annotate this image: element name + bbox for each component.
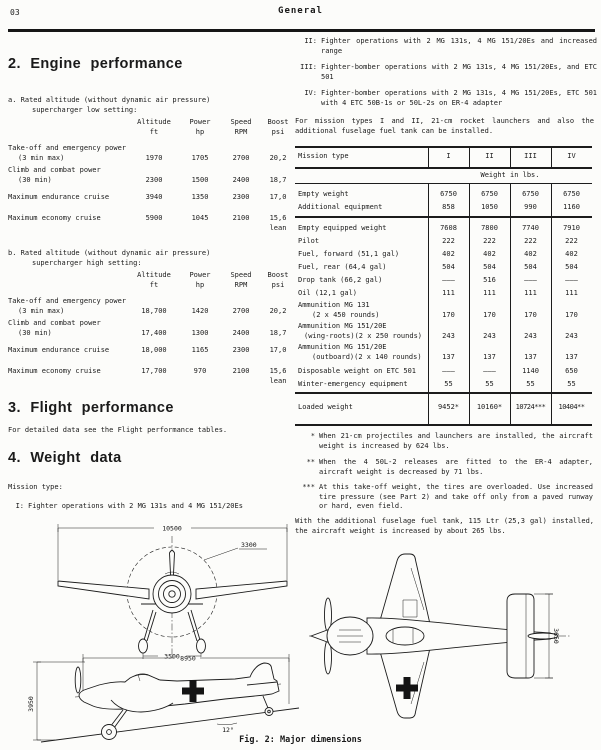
- cell: ———: [524, 275, 537, 284]
- section-3-body: For detailed data see the Flight performance tables.: [8, 426, 228, 434]
- table-row: [295, 378, 592, 389]
- cell: 990: [524, 202, 537, 211]
- cell: ———: [442, 366, 455, 375]
- footnote-2: [295, 458, 593, 477]
- footnote-marker: ***: [302, 483, 315, 491]
- col-header-altitude: Altitude: [137, 271, 171, 279]
- cell-boost: 18,7: [269, 328, 287, 337]
- cell: 402: [483, 249, 496, 258]
- table-row: [8, 166, 294, 185]
- row-sublabel: (30 min): [18, 175, 52, 184]
- mission-text: Fighter operations with 2 MG 131s, 4 MG 151/20Es and increased range: [321, 37, 597, 55]
- table-row: [8, 367, 294, 386]
- cell: 243: [442, 331, 455, 340]
- cell-power: 1045: [191, 214, 209, 222]
- weight-table: [295, 146, 592, 426]
- side-view-drawing: [25, 652, 310, 748]
- col-header-speed: Speed: [230, 271, 252, 279]
- fuselage-silhouette: [79, 663, 279, 709]
- row-label: Drop tank (66,2 gal): [298, 275, 383, 284]
- cell-altitude: 2300: [145, 175, 163, 184]
- propeller-blade: [75, 667, 81, 693]
- cell: 137: [565, 352, 578, 361]
- row-label: Ammunition MG 151/20E: [298, 343, 387, 351]
- rocket-launcher-paragraph: For mission types I and II, 21-cm rocket launchers and also the additional fuselage fuel tank can be installed.: [295, 117, 594, 135]
- table-row: [8, 297, 294, 316]
- cell: 55: [444, 379, 453, 388]
- table-row: [8, 214, 294, 233]
- col-unit-hp: hp: [195, 280, 205, 289]
- cell: 504: [442, 262, 455, 271]
- cell-altitude: 18,000: [141, 346, 167, 354]
- row-label: Take-off and emergency power: [8, 144, 127, 152]
- cell: ———: [565, 275, 578, 284]
- engine-a-intro-line2: supercharger low setting:: [32, 105, 138, 114]
- mission-marker: II:: [304, 37, 317, 45]
- cell: 7910: [563, 223, 580, 232]
- cell: 1140: [522, 366, 539, 375]
- cell: 222: [442, 236, 455, 245]
- row-sublabel: (2 x 450 rounds): [312, 310, 380, 319]
- table-rule: [295, 167, 592, 169]
- col-header-speed: Speed: [230, 118, 252, 126]
- page-number: 03: [10, 8, 20, 17]
- table-row: [295, 342, 592, 362]
- col-unit-rpm: RPM: [234, 280, 248, 289]
- cell: 504: [483, 262, 496, 271]
- cell: 170: [524, 310, 537, 319]
- cell-speed: 2100: [232, 367, 250, 375]
- cell-power: 970: [193, 367, 207, 375]
- cell-speed: 2400: [232, 328, 250, 337]
- cell: 402: [565, 249, 578, 258]
- cell: 243: [565, 331, 578, 340]
- table-rule: [295, 216, 592, 218]
- cell-boost: 20,2: [269, 306, 287, 315]
- row-label: Maximum endurance cruise: [8, 193, 110, 201]
- table-row: [295, 235, 592, 246]
- cell: 111: [442, 288, 455, 297]
- table-row: [295, 300, 592, 320]
- mission-marker: I:: [15, 502, 24, 510]
- cell-boost: 18,7: [269, 175, 287, 184]
- cell: ———: [483, 366, 496, 375]
- table-row: [295, 321, 592, 341]
- footnote-text: When 21-cm projectiles and launchers are installed, the aircraft weight is increased by 624 lbs.: [319, 432, 593, 450]
- cell: 1050: [481, 202, 498, 211]
- cell-power: 1300: [191, 328, 209, 337]
- cell: 9452*: [437, 403, 460, 412]
- row-label: Maximum economy cruise: [8, 214, 101, 222]
- cell: 504: [565, 262, 578, 271]
- ground-angle-dimension: 12°: [222, 726, 234, 734]
- col-unit-ft: ft: [149, 280, 159, 289]
- row-label: Pilot: [298, 236, 320, 245]
- engine-b-intro-line1: b. Rated altitude (without dynamic air pressure): [8, 249, 211, 257]
- cell: 1160: [563, 202, 580, 211]
- cell-power: 1500: [191, 175, 209, 184]
- footnote-3: [295, 483, 593, 512]
- cell-speed: 2700: [232, 153, 250, 162]
- col-header-boost: Boost: [267, 271, 289, 279]
- mission-text: Fighter-bomber operations with 2 MG 131s, 4 MG 151/20Es, ETC 501 with 4 ETC 50B-1s or 50L-2s on ER-4 adapter: [321, 89, 597, 107]
- footnote-text: At this take-off weight, the tires are overloaded. Use increased tire pressure (see Part 2) and take off only from a paved runway or hard, even field.: [319, 483, 593, 510]
- col-header-III: III: [524, 151, 537, 160]
- cell-power: 1705: [191, 153, 209, 162]
- loaded-weight-row: [295, 392, 592, 424]
- table-row: [295, 274, 592, 285]
- row-label: Empty equipped weight: [298, 223, 387, 232]
- corner-label: Mission type: [298, 151, 349, 160]
- cell: 170: [442, 310, 455, 319]
- page-title: General: [278, 6, 323, 16]
- table-row: [8, 319, 294, 338]
- row-label: Ammunition MG 151/20E: [298, 322, 387, 330]
- mission-item-4: [295, 89, 597, 108]
- cell: 170: [565, 310, 578, 319]
- col-header-I: I: [446, 151, 451, 160]
- cell: 222: [524, 236, 537, 245]
- cell-power: 1420: [191, 306, 209, 315]
- table-row: [295, 287, 592, 298]
- row-label: Maximum economy cruise: [8, 367, 101, 375]
- row-label: Maximum endurance cruise: [8, 346, 110, 354]
- row-label: Empty weight: [298, 189, 349, 198]
- row-label: Climb and combat power: [8, 166, 101, 174]
- col-unit-psi: psi: [271, 280, 285, 289]
- mission-type-label: Mission type:: [8, 483, 63, 491]
- cell: 137: [483, 352, 496, 361]
- wingspan-dimension: 10500: [162, 524, 182, 533]
- figure-caption: Fig. 2: Major dimensions: [239, 735, 362, 745]
- col-header-power: Power: [189, 118, 211, 126]
- footnote-text: When the 4 50L-2 releases are fitted to the ER-4 adapter, aircraft weight is decreased by 71 lbs.: [319, 458, 593, 476]
- wheel-track-dimension: 3500: [164, 652, 180, 661]
- cell: 402: [442, 249, 455, 258]
- engine-table-header: [8, 118, 294, 137]
- col-header-II: II: [485, 151, 494, 160]
- cell-speed: 2400: [232, 175, 250, 184]
- cell: 7800: [481, 223, 498, 232]
- cell-boost-note: lean: [269, 376, 287, 385]
- cell-speed: 2300: [232, 193, 250, 201]
- cell: 243: [524, 331, 537, 340]
- engine-table-header: [8, 271, 294, 290]
- cell: 402: [524, 249, 537, 258]
- row-sublabel: (3 min max): [18, 153, 65, 162]
- fuel-tank-note: With the additional fuselage fuel tank, 115 Ltr (25,3 gal) installed, the aircraft weight is increased by about 265 lbs.: [295, 517, 594, 535]
- cell-boost: 20,2: [269, 153, 287, 162]
- cell-altitude: 18,700: [141, 306, 167, 315]
- col-header-boost: Boost: [267, 118, 289, 126]
- table-row: [8, 144, 294, 163]
- cell-speed: 2300: [232, 346, 250, 354]
- row-label: Additional equipment: [298, 202, 383, 211]
- cell: 55: [567, 379, 576, 388]
- row-label: Ammunition MG 131: [298, 301, 370, 309]
- cell: 55: [485, 379, 494, 388]
- col-unit-hp: hp: [195, 127, 205, 136]
- cell: 137: [442, 352, 455, 361]
- row-label: Take-off and emergency power: [8, 297, 127, 305]
- table-row: [295, 201, 592, 212]
- col-header-power: Power: [189, 271, 211, 279]
- cell: 858: [442, 202, 455, 211]
- cell-boost-note: lean: [269, 223, 287, 232]
- table-row: [295, 188, 592, 199]
- cell-boost: 17,0: [269, 346, 287, 354]
- table-row: [295, 222, 592, 233]
- cell-speed: 2100: [232, 214, 250, 222]
- port-wing: [379, 554, 430, 624]
- right-wing: [196, 581, 287, 599]
- cell: 55: [526, 379, 535, 388]
- cell: 6750: [440, 189, 457, 198]
- footnote-marker: *: [310, 432, 315, 440]
- tailplane-span-dimension: 3650: [552, 628, 560, 644]
- weight-table-header: [295, 146, 592, 167]
- col-header-altitude: Altitude: [137, 118, 171, 126]
- cell: 111: [483, 288, 496, 297]
- tail-wheel: [265, 708, 273, 716]
- cell-speed: 2700: [232, 306, 250, 315]
- height-dimension: 3950: [27, 696, 35, 712]
- mission-marker: III:: [300, 63, 317, 71]
- table-row: [295, 261, 592, 272]
- mission-text: Fighter-bomber operations with 2 MG 131s, 4 MG 151/20Es, and ETC 501: [321, 63, 597, 81]
- length-dimension: 8950: [180, 654, 196, 663]
- cell-boost: 15,6: [269, 367, 287, 375]
- col-unit-rpm: RPM: [234, 127, 248, 136]
- left-wing: [58, 581, 149, 599]
- engine-b-intro-line2: supercharger high setting:: [32, 258, 142, 267]
- row-sublabel: (3 min max): [18, 306, 65, 315]
- row-sublabel: (outboard)(2 x 140 rounds): [312, 352, 422, 361]
- engine-table-high-setting: [8, 271, 294, 389]
- cell: 6750: [563, 189, 580, 198]
- col-header-IV: IV: [567, 151, 576, 160]
- mission-item-1: [8, 502, 294, 512]
- row-sublabel: (30 min): [18, 328, 52, 337]
- cell: 111: [524, 288, 537, 297]
- cell: 7608: [440, 223, 457, 232]
- cell: 650: [565, 366, 578, 375]
- row-label: Climb and combat power: [8, 319, 101, 327]
- table-row: [295, 365, 592, 376]
- row-label: Winter-emergency equipment: [298, 379, 408, 388]
- top-view-drawing: [303, 548, 599, 748]
- cell: 6750: [481, 189, 498, 198]
- cell: 111: [565, 288, 578, 297]
- cell: 222: [565, 236, 578, 245]
- cell: 516: [483, 275, 496, 284]
- row-label: Fuel, rear (64,4 gal): [298, 262, 387, 271]
- cell-boost: 15,6: [269, 214, 287, 222]
- right-wheel: [197, 639, 206, 653]
- cell: 137: [524, 352, 537, 361]
- row-label: Oil (12,1 gal): [298, 288, 358, 297]
- col-unit-psi: psi: [271, 127, 285, 136]
- row-label: Disposable weight on ETC 501: [298, 366, 417, 375]
- cell-altitude: 5900: [145, 214, 163, 222]
- front-view-drawing: [45, 520, 300, 660]
- cell-altitude: 17,700: [141, 367, 167, 375]
- engine-a-intro-line1: a. Rated altitude (without dynamic air pressure): [8, 96, 211, 104]
- cell: 6750: [522, 189, 539, 198]
- table-rule: [295, 183, 592, 184]
- propeller-blade: [170, 551, 175, 579]
- canopy: [386, 627, 424, 645]
- cell: 170: [483, 310, 496, 319]
- cell-boost: 17,0: [269, 193, 287, 201]
- cell: 10404**: [558, 403, 585, 412]
- cell-power: 1165: [191, 346, 209, 354]
- footnote-marker: **: [306, 458, 315, 466]
- cell: 10724***: [515, 403, 546, 412]
- cell: 504: [524, 262, 537, 271]
- cell: 7740: [522, 223, 539, 232]
- table-row: [295, 248, 592, 259]
- cell: 243: [483, 331, 496, 340]
- section-2-heading: 2. Engine performance: [8, 56, 183, 72]
- footnote-1: [295, 432, 593, 451]
- row-sublabel: (wing-roots)(2 x 250 rounds): [304, 331, 423, 340]
- table-row: [8, 346, 294, 356]
- engine-table-low-setting: [8, 118, 294, 236]
- cell-altitude: 3940: [145, 193, 163, 201]
- mission-item-2: [295, 37, 597, 56]
- section-3-heading: 3. Flight performance: [8, 400, 174, 416]
- mission-item-3: [295, 63, 597, 82]
- cell: 10160*: [476, 403, 503, 412]
- cell: ———: [442, 275, 455, 284]
- mission-marker: IV:: [304, 89, 317, 97]
- prop-diameter-dimension: 3300: [241, 541, 257, 549]
- section-4-heading: 4. Weight data: [8, 450, 122, 466]
- row-label: Fuel, forward (51,1 gal): [298, 249, 400, 258]
- col-unit-ft: ft: [149, 127, 159, 136]
- row-label: Loaded weight: [298, 403, 353, 412]
- cell-power: 1350: [191, 193, 209, 201]
- cell-altitude: 1970: [145, 153, 163, 162]
- table-row: [8, 193, 294, 203]
- left-wheel: [139, 639, 148, 653]
- table-rule: [295, 424, 592, 426]
- weight-units-subheader: Weight in lbs.: [480, 171, 540, 179]
- cell-altitude: 17,400: [141, 328, 167, 337]
- cell: 222: [483, 236, 496, 245]
- mission-text: Fighter operations with 2 MG 131s and 4 MG 151/20Es: [28, 502, 243, 510]
